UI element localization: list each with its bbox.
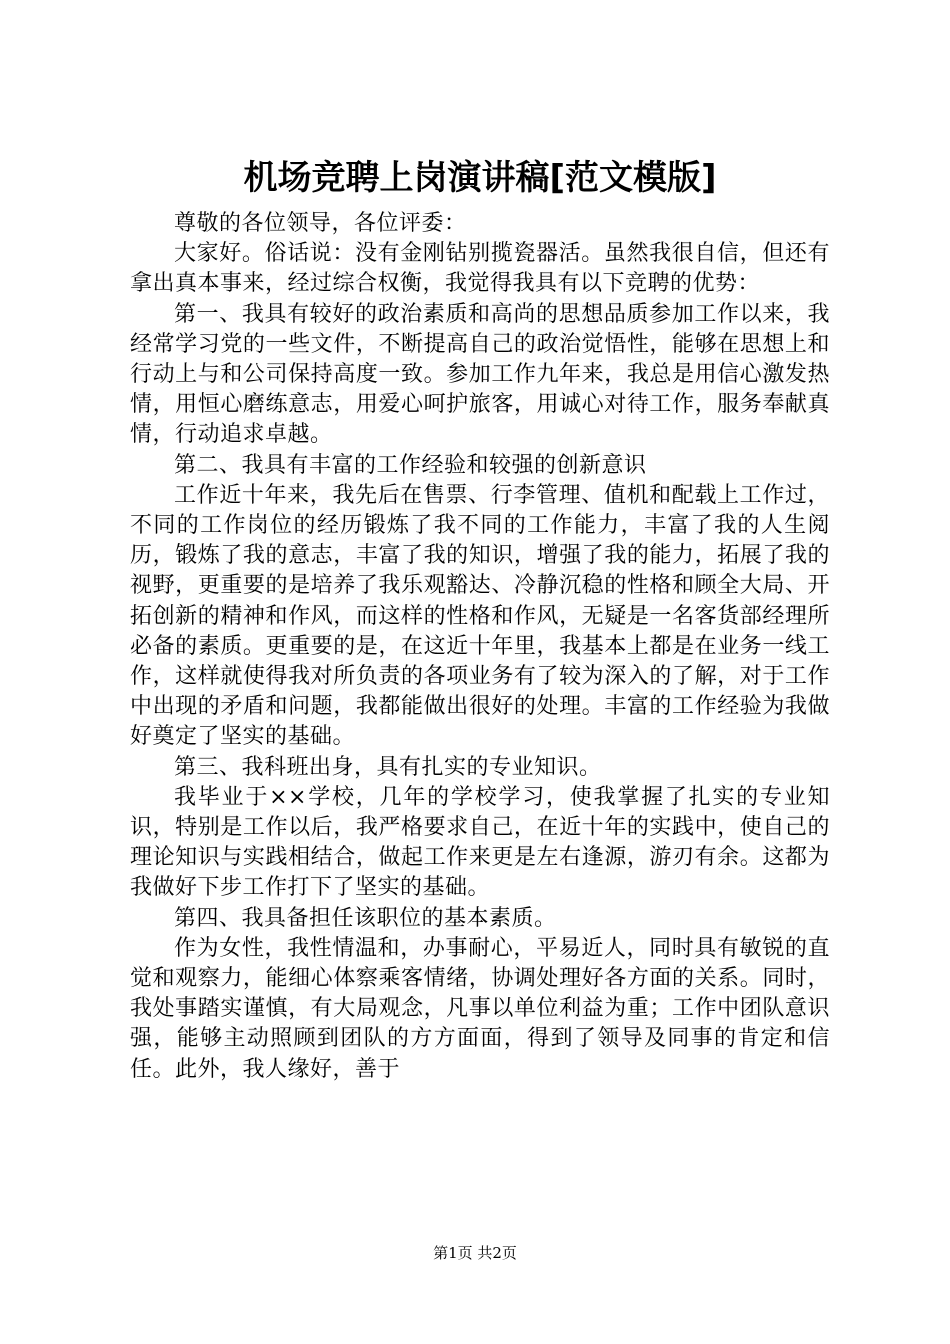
document-body	[130, 209, 830, 1085]
paragraph-fourth-heading: 第四、我具备担任该职位的基本素质。	[174, 905, 557, 931]
paragraph-second-detail: 工作近十年来，我先后在售票、行李管理、值机和配载上工作过，不同的工作岗位的经历锻炼了我不同的工作能力，丰富了我的人生阅历，锻炼了我的意志，丰富了我的知识，增强了我的能力，拓展了我的视野，更重要的是培养了我乐观豁达、冷静沉稳的性格和顾全大局、开拓创新的精神和作风，而这样的性格和作风，无疑是一名客货部经理所必备的素质。更重要的是，在这近十年里，我基本上都是在业务一线工作，这样就使得我对所负责的各项业务有了较为深入的了解，对于工作中出现的矛盾和问题，我都能做出很好的处理。丰富的工作经验为我做好奠定了坚实的基础。	[130, 482, 830, 750]
paragraph-third-detail: 我毕业于××学校，几年的学校学习，使我掌握了扎实的专业知识，特别是工作以后，我严格要求自己，在近十年的实践中，使自己的理论知识与实践相结合，做起工作来更是左右逢源，游刃有余。这都为我做好下步工作打下了坚实的基础。	[130, 784, 830, 901]
paragraph-intro: 大家好。俗话说：没有金刚钻别揽瓷器活。虽然我很自信，但还有拿出真本事来，经过综合权衡，我觉得我具有以下竞聘的优势：	[130, 241, 830, 297]
paragraph-greeting: 尊敬的各位领导，各位评委：	[174, 211, 467, 236]
document-title: 机场竞聘上岗演讲稿[范文模版]	[243, 158, 717, 198]
paragraph-fourth-detail: 作为女性，我性情温和，办事耐心，平易近人，同时具有敏锐的直觉和观察力，能细心体察乘客情绪，协调处理好各方面的关系。同时，我处事踏实谨慎，有大局观念，凡事以单位利益为重；工作中团队意识强，能够主动照顾到团队的方方面面，得到了领导及同事的肯定和信任。此外，我人缘好，善于	[130, 935, 830, 1082]
paragraph-third-heading: 第三、我科班出身，具有扎实的专业知识。	[174, 754, 602, 780]
paragraph-first-advantage: 第一、我具有较好的政治素质和高尚的思想品质参加工作以来，我经常学习党的一些文件，不断提高自己的政治觉悟性，能够在思想上和行动上与和公司保持高度一致。参加工作九年来，我总是用信心激发热情，用恒心磨练意志，用爱心呵护旅客，用诚心对待工作，服务奉献真情，行动追求卓越。	[130, 301, 830, 448]
page-footer: 第1页 共2页	[433, 1244, 517, 1262]
document-page	[130, 155, 830, 1085]
paragraph-second-heading: 第二、我具有丰富的工作经验和较强的创新意识	[174, 452, 647, 478]
